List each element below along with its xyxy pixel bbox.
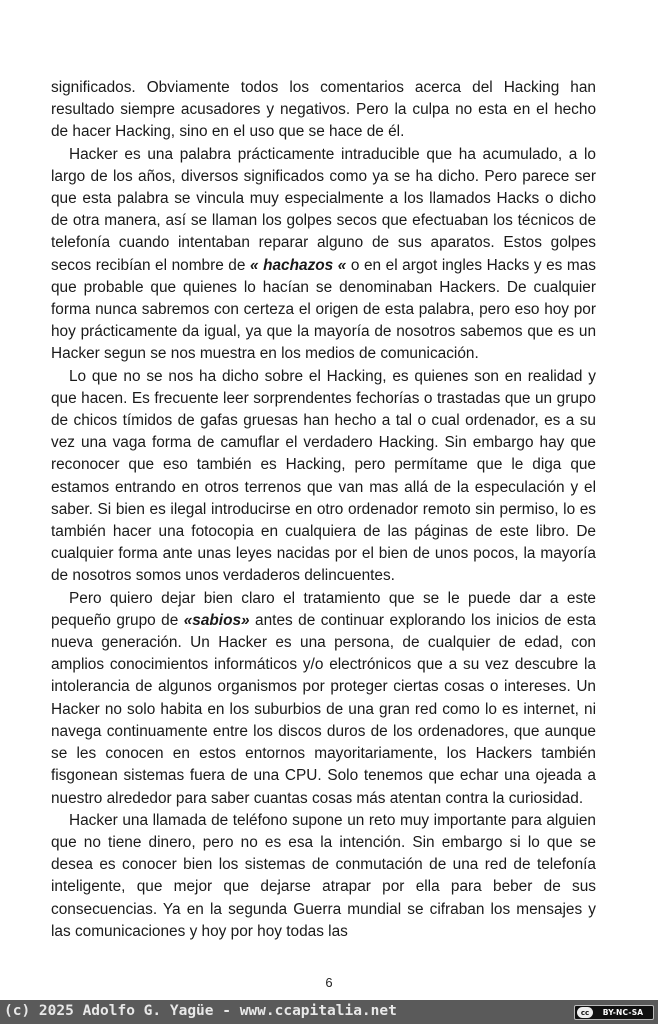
paragraph — [51, 77, 596, 144]
license-badge — [574, 1005, 654, 1020]
paragraph — [51, 588, 596, 810]
paragraph — [51, 144, 596, 366]
paragraph-text: antes de continuar explorando los inicios de esta nueva generación. Un Hacker es una persona, de cualquier de edad, con amplios conocimientos informáticos y/o electrónicos que a su vez descubre la intolerancia de algunos organismos por proteger ciertas cosas o intereses. Un Hacker no solo habita en los suburbios de una gran red como lo es internet, ni navega continuamente entre los discos duros de los ordenadores, que aunque se les conocen en estos entornos mayoritariamente, los Hackers también fisgonean sistemas fuera de una CPU. Solo tenemos que echar una ojeada a nuestro alrededor para saber cuantas cosas más atentan contra la curiosidad. — [51, 611, 596, 807]
paragraph — [51, 810, 596, 943]
paragraph-text: Hacker una llamada de teléfono supone un reto muy importante para alguien que no tiene dinero, pero no es esa la intención. Sin embargo si lo que se desea es conocer bien los sistemas de conmutación de una red de telefonía inteligente, que mejor que dejarse atrapar por ella para beber de sus consecuencias. Ya en la segunda Guerra mundial se cifraban los mensajes y las comunicaciones y hoy por hoy todas las — [51, 811, 596, 940]
emphasized-term: «sabios» — [183, 611, 250, 629]
paragraph — [51, 366, 596, 588]
creative-commons-icon: cc — [577, 1007, 593, 1018]
emphasized-term: « hachazos « — [249, 256, 347, 274]
page-number: 6 — [325, 975, 333, 990]
paragraph-text: Hacker es una palabra prácticamente intraducible que ha acumulado, a lo largo de los años, diversos significados como ya se ha dicho. Pero parece ser que esta palabra se vincula muy especialmente a los llamados Hacks o dicho de otra manera, así se llaman los golpes secos que efectuaban los técnicos de telefonía cuando intentaban reparar alguno de sus aparatos. Estos golpes secos recibían el nombre de — [51, 145, 596, 274]
license-text: BY-NC-SA — [602, 1008, 644, 1017]
paragraph-text: Pero quiero dejar bien claro el tratamiento que se le puede dar a este pequeño grupo de — [51, 589, 596, 629]
paragraph-text: o en el argot ingles Hacks y es mas que probable que quienes lo hacían se denominaban Hackers. De cualquier forma nunca sabremos con certeza el origen de esta palabra, pero eso hoy por hoy prácticamente da igual, ya que la mayoría de nosotros sabemos que es un Hacker segun se nos muestra en los medios de comunicación. — [51, 256, 596, 363]
paragraph-text: Lo que no se nos ha dicho sobre el Hacking, es quienes son en realidad y que hacen. Es frecuente leer sorprendentes fechorías o trastadas que un grupo de chicos tímidos de gafas gruesas han hecho a tal o cual ordenador, es a su vez una vaga forma de camuflar el verdadero Hacking. Sin embargo hay que reconocer que eso también es Hacking, pero permítame que le diga que estamos entrando en otros terrenos que van mas allá de la especulación y el saber. Si bien es ilegal introducirse en otro ordenador remoto sin permiso, lo es también hacer una fotocopia en cualquiera de las páginas de este libro. De cualquier forma ante unas leyes nacidas por el bien de unos pocos, la mayoría de nosotros somos unos verdaderos delincuentes. — [51, 367, 596, 585]
paragraph-text: significados. Obviamente todos los comentarios acerca del Hacking han resultado siempre acusadores y negativos. Pero la culpa no esta en el hecho de hacer Hacking, sino en el uso que se hace de él. — [51, 79, 596, 141]
footer-credit: (c) 2025 Adolfo G. Yagüe - www.ccapitalia.net — [4, 1003, 397, 1019]
body-text — [51, 77, 596, 943]
